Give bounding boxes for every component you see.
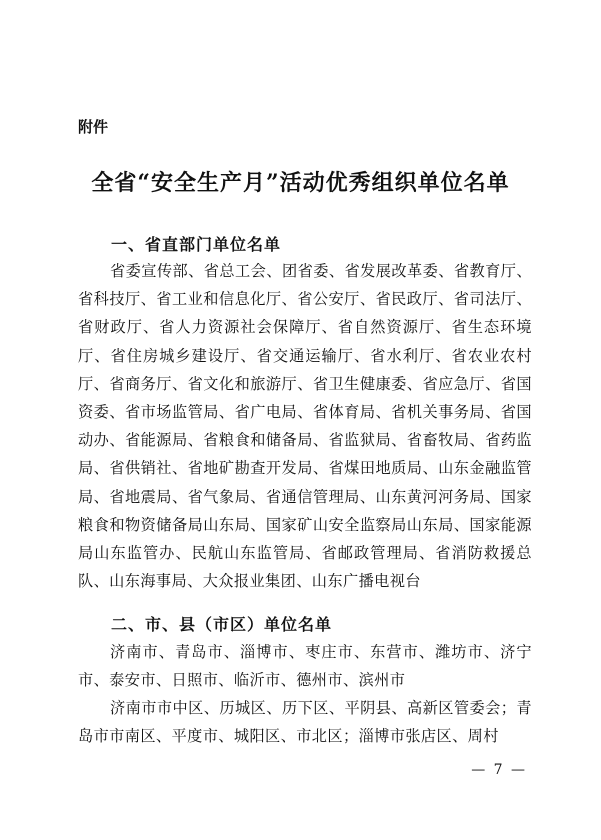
attachment-label: 附件 — [78, 118, 109, 136]
page-title: 全省“安全生产月”活动优秀组织单位名单 — [91, 170, 510, 196]
page-number: — 7 — — [471, 762, 527, 778]
section-2-city-list: 济南市、青岛市、淄博市、枣庄市、东营市、潍坊市、济宁市、泰安市、日照市、临沂市、德州市、滨州市 — [78, 643, 532, 690]
section-1-unit-list: 省委宣传部、省总工会、团省委、省发展改革委、省教育厅、省科技厅、省工业和信息化厅、省公安厅、省民政厅、省司法厅、省财政厅、省人力资源社会保障厅、省自然资源厅、省生态环境厅、省住房城乡建设厅、省交通运输厅、省水利厅、省农业农村厅、省商务厅、省文化和旅游厅、省卫生健康委、省应急厅、省国资委、省市场监管局、省广电局、省体育局、省机关事务局、省国动办、省能源局、省粮食和储备局、省监狱局、省畜牧局、省药监局、省供销社、省地矿勘查开发局、省煤田地质局、山东金融监管局、省地震局、省气象局、省通信管理局、山东黄河河务局、国家粮食和物资储备局山东局、国家矿山安全监察局山东局、国家能源局山东监管办、民航山东监管局、省邮政管理局、省消防救援总队、山东海事局、大众报业集团、山东广播电视台 — [78, 262, 532, 591]
section-heading-2: 二、市、县（市区）单位名单 — [111, 615, 333, 634]
section-heading-1: 一、省直部门单位名单 — [111, 235, 282, 254]
section-2-district-list: 济南市市中区、历城区、历下区、平阴县、高新区管委会；青岛市市南区、平度市、城阳区、市北区；淄博市张店区、周村 — [78, 699, 532, 746]
